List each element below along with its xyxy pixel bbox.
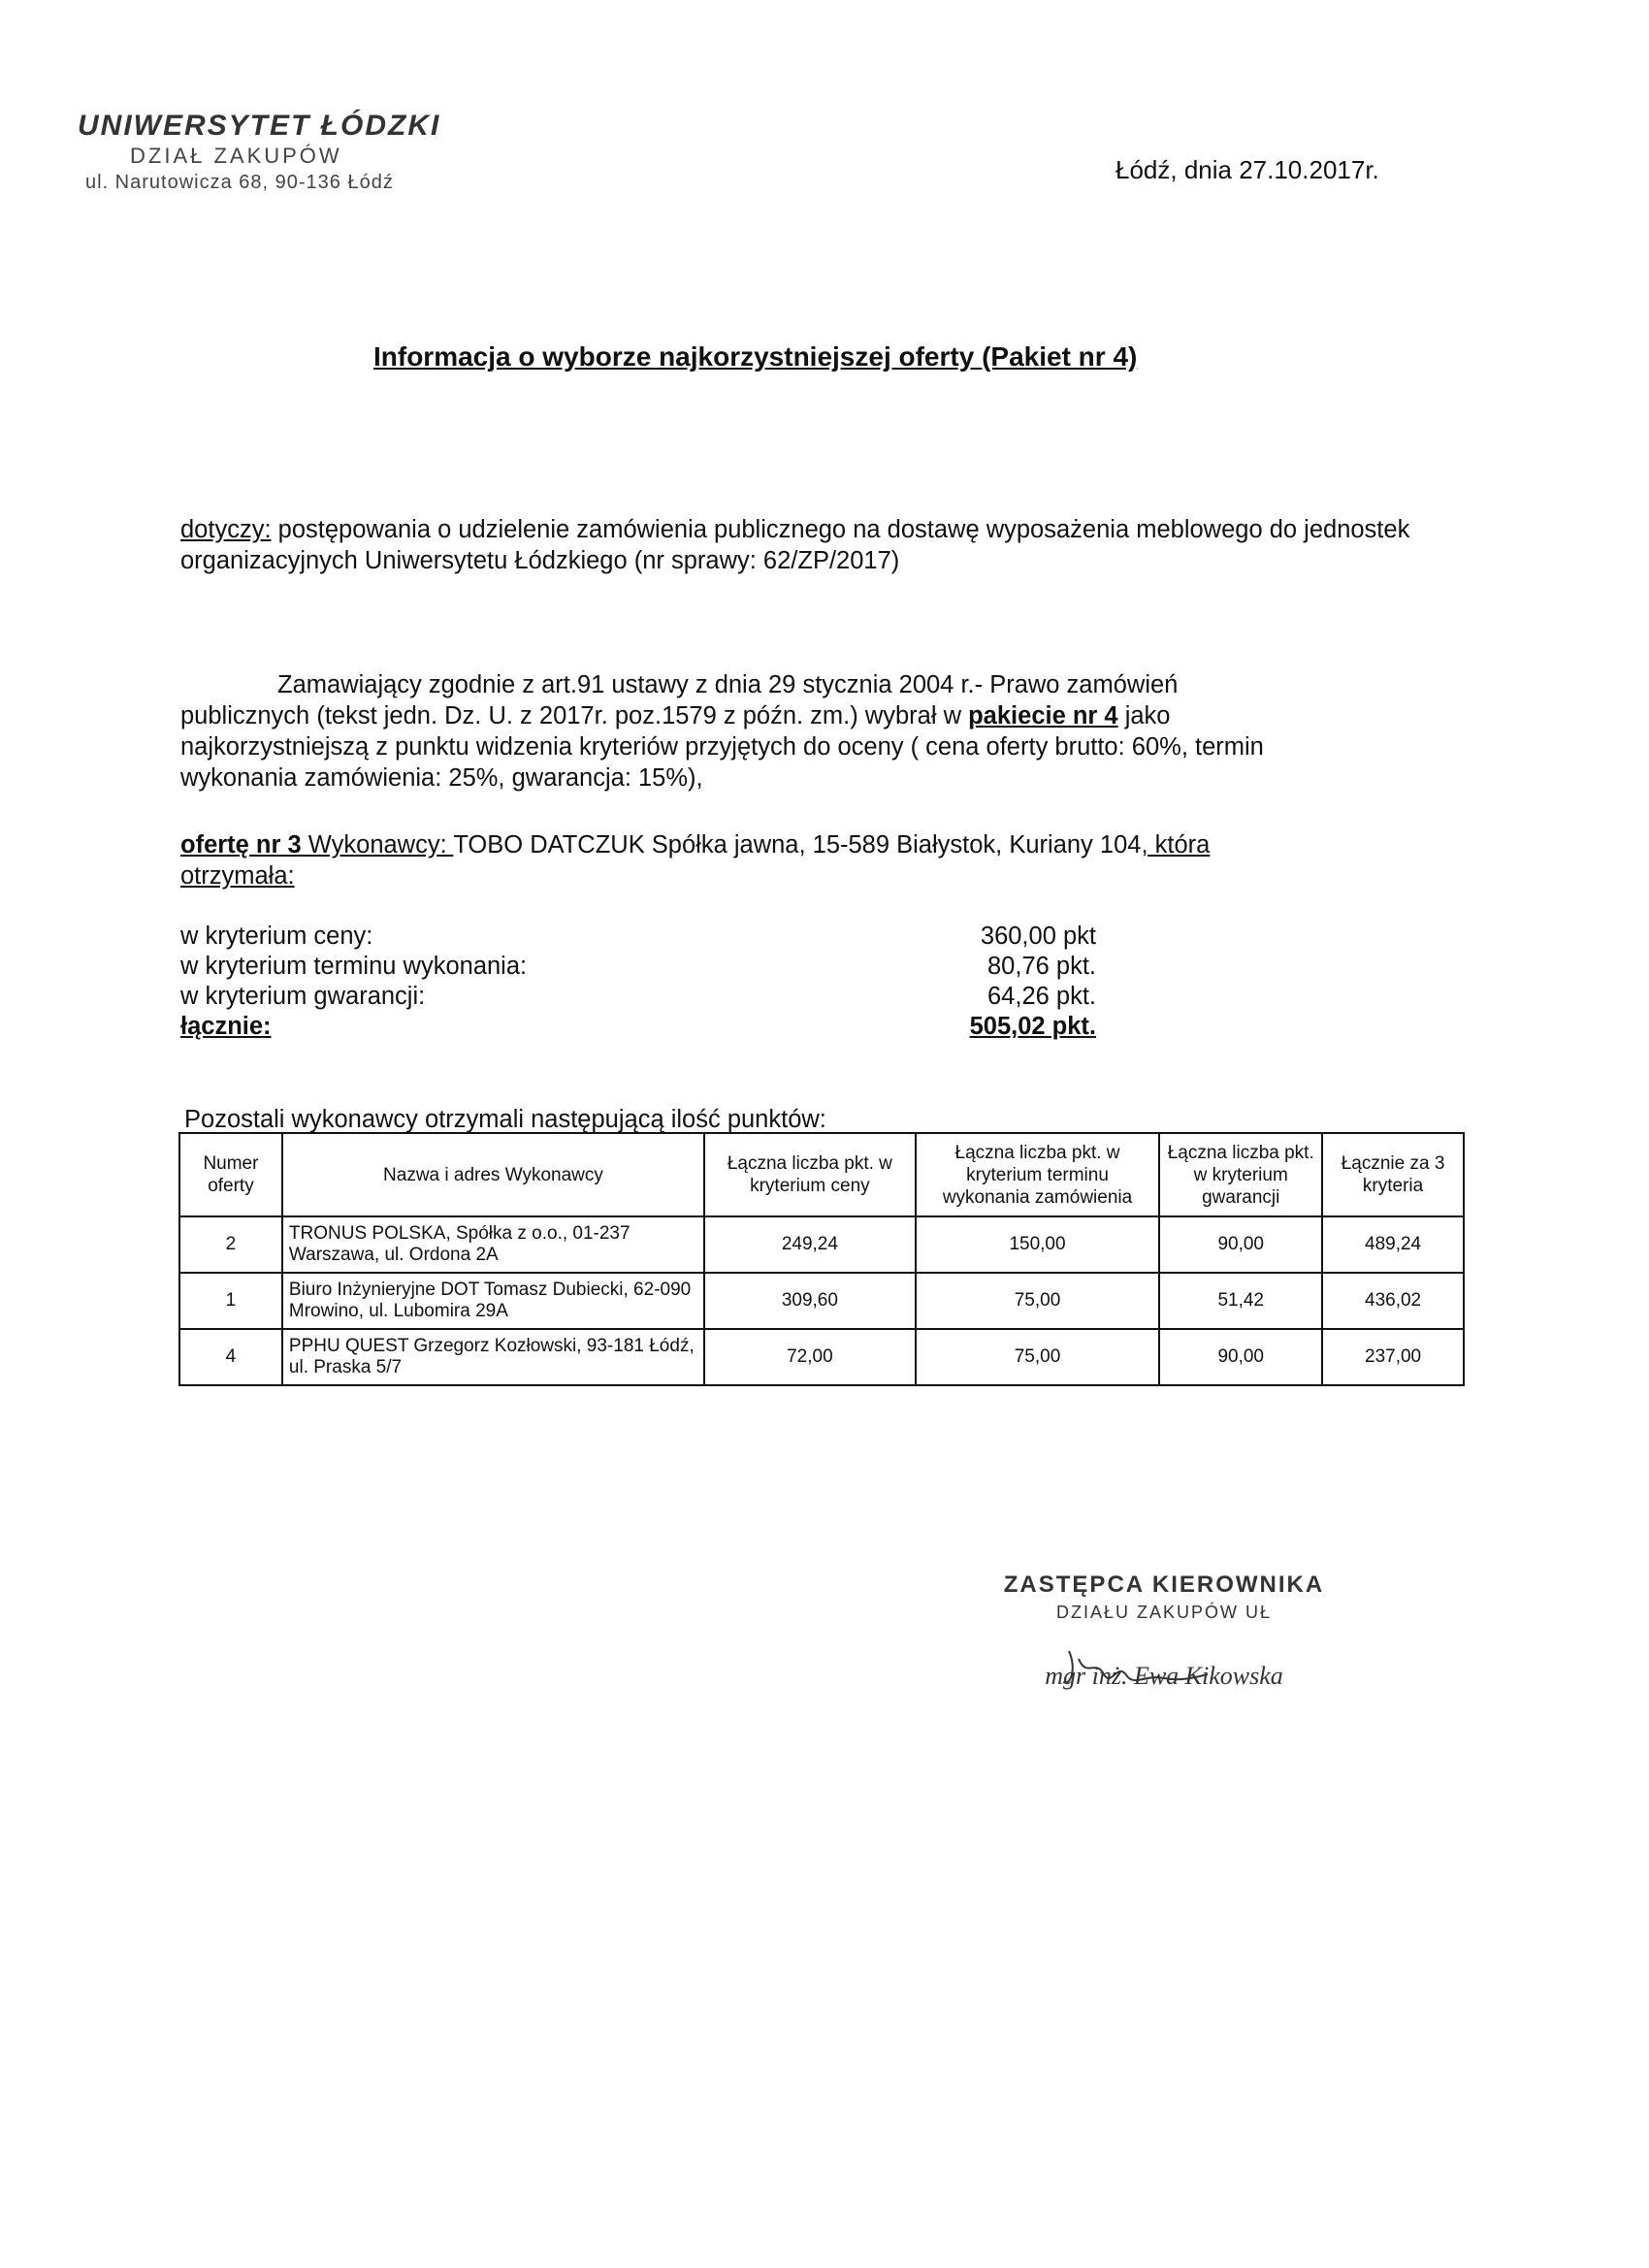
decision-line-2	[180, 700, 1441, 731]
header-warranty-points: Łączna liczba pkt. w kryterium gwarancji	[1159, 1133, 1322, 1216]
signature-name: mgr inż. Ewa Kikowska	[1045, 1662, 1283, 1690]
table-row	[179, 1216, 1464, 1273]
stamp-department: DZIAŁ ZAKUPÓW	[130, 144, 342, 168]
criterion-term-label: w kryterium terminu wykonania:	[180, 953, 528, 980]
results-table	[178, 1132, 1465, 1386]
cell-total-points: 489,24	[1322, 1216, 1464, 1273]
decision-line-3: najkorzystniejszą z punktu widzenia kryteriów przyjętych do oceny ( cena oferty brutto: 60%, termin	[180, 733, 1264, 761]
header-price-points: Łączna liczba pkt. w kryterium ceny	[704, 1133, 916, 1216]
cell-price-points: 72,00	[704, 1329, 916, 1385]
decision-line-2c: jako	[1117, 702, 1171, 729]
table-header-row	[179, 1133, 1464, 1216]
cell-contractor: Biuro Inżynieryjne DOT Tomasz Dubiecki, 62-090 Mrowino, ul. Lubomira 29A	[282, 1273, 704, 1329]
header-contractor: Nazwa i adres Wykonawcy	[282, 1133, 704, 1216]
header-offer-number: Numer oferty	[179, 1133, 282, 1216]
criterion-warranty-label: w kryterium gwarancji:	[180, 983, 426, 1010]
header-stamp	[78, 109, 466, 196]
cell-warranty-points: 90,00	[1159, 1329, 1322, 1385]
criterion-total-value: 505,02 pkt.	[969, 1013, 1096, 1040]
decision-line-1: Zamawiający zgodnie z art.91 ustawy z dnia 29 stycznia 2004 r.- Prawo zamówień	[277, 671, 1179, 698]
cell-term-points: 150,00	[916, 1216, 1160, 1273]
header-term-points: Łączna liczba pkt. w kryterium terminu wykonania zamówienia	[916, 1133, 1160, 1216]
cell-warranty-points: 90,00	[1159, 1216, 1322, 1273]
cell-offer-number: 2	[179, 1216, 282, 1273]
stamp-institution: UNIWERSYTET ŁÓDZKI	[78, 110, 441, 142]
criterion-warranty-value: 64,26 pkt.	[987, 983, 1096, 1010]
cell-contractor: PPHU QUEST Grzegorz Kozłowski, 93-181 Łódź, ul. Praska 5/7	[282, 1329, 704, 1385]
concerns-label: dotyczy:	[180, 516, 272, 543]
document-date: Łódź, dnia 27.10.2017r.	[1116, 155, 1379, 184]
cell-price-points: 249,24	[704, 1216, 916, 1273]
signature-title: ZASTĘPCA KIEROWNIKA	[1003, 1571, 1325, 1598]
cell-contractor: TRONUS POLSKA, Spółka z o.o., 01-237 Warszawa, ul. Ordona 2A	[282, 1216, 704, 1273]
cell-total-points: 237,00	[1322, 1329, 1464, 1385]
header-total-points: Łącznie za 3 kryteria	[1322, 1133, 1464, 1216]
other-contractors-heading: Pozostali wykonawcy otrzymali następującą ilość punktów:	[184, 1106, 826, 1133]
decision-paragraph	[180, 669, 1441, 794]
signature-department: DZIAŁU ZAKUPÓW UŁ	[1055, 1603, 1273, 1622]
criteria-values	[931, 922, 1096, 1042]
offer-suffix: , która	[1141, 831, 1211, 859]
cell-term-points: 75,00	[916, 1329, 1160, 1385]
package-number: pakiecie nr 4	[968, 702, 1118, 729]
offer-contractor: TOBO DATCZUK Spółka jawna, 15-589 Białystok, Kuriany 104	[453, 831, 1142, 859]
decision-line-2a: publicznych (tekst jedn. Dz. U. z 2017r. poz.1579 z późn. zm.) wybrał w	[180, 702, 969, 729]
offer-received: otrzymała:	[180, 862, 295, 890]
decision-line-4: wykonania zamówienia: 25%, gwarancja: 15%),	[180, 764, 703, 792]
cell-offer-number: 4	[179, 1329, 282, 1385]
criterion-term-value: 80,76 pkt.	[987, 953, 1096, 980]
offer-contractor-label: Wykonawcy:	[301, 831, 454, 859]
concerns-paragraph	[180, 514, 1441, 576]
criteria-labels	[180, 922, 527, 1042]
criterion-total-label: łącznie:	[180, 1013, 272, 1040]
stamp-address: ul. Narutowicza 68, 90-136 Łódź	[85, 172, 394, 193]
criterion-price-value: 360,00 pkt	[980, 923, 1096, 950]
cell-offer-number: 1	[179, 1273, 282, 1329]
cell-price-points: 309,60	[704, 1273, 916, 1329]
document-title: Informacja o wyborze najkorzystniejszej oferty (Pakiet nr 4)	[373, 341, 1138, 372]
handwritten-signature-icon	[1057, 1639, 1212, 1698]
cell-total-points: 436,02	[1322, 1273, 1464, 1329]
criterion-price-label: w kryterium ceny:	[180, 923, 373, 950]
offer-number: ofertę nr 3	[180, 831, 302, 859]
cell-term-points: 75,00	[916, 1273, 1160, 1329]
table-row	[179, 1273, 1464, 1329]
concerns-text: postępowania o udzielenie zamówienia publicznego na dostawę wyposażenia meblowego do jednostek organizacyjnych Uniwersytetu Łódzkiego (nr sprawy: 62/ZP/2017)	[180, 516, 1410, 574]
table-row	[179, 1329, 1464, 1385]
cell-warranty-points: 51,42	[1159, 1273, 1322, 1329]
winning-offer	[180, 829, 1441, 891]
